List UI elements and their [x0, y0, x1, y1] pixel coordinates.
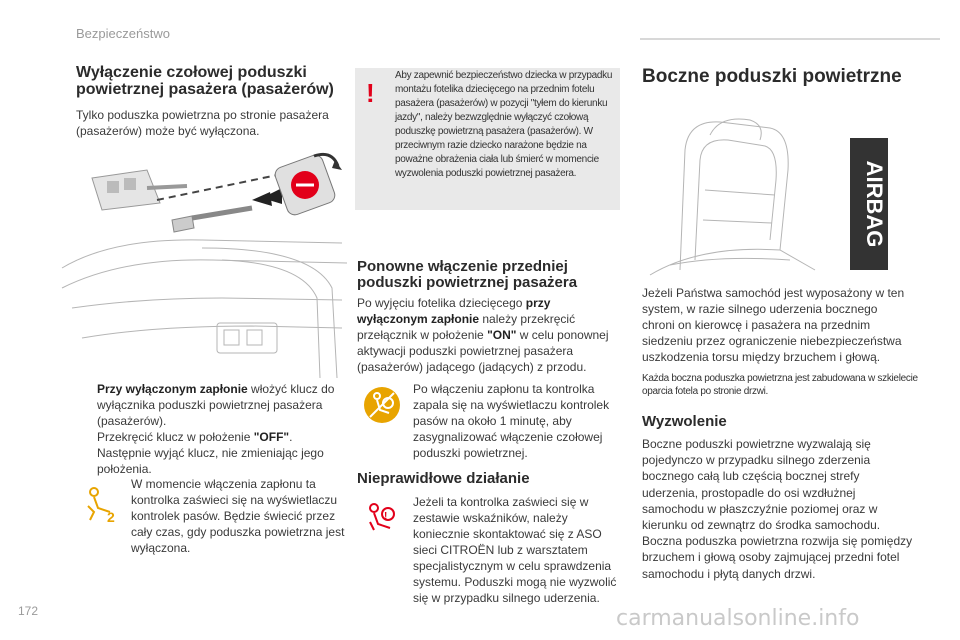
off-lamp-note: W momencie włączenia zapłonu ta kontrolka zaświeci się na wyświetlaczu kontrolek pasów. Będzie świecić przez cały czas, gdy poduszka powietrzna jest wyłączona. [131, 477, 345, 555]
passenger-airbag-deactivation-title: Wyłączenie czołowej poduszki powietrznej pasażera (pasażerów) [76, 64, 334, 98]
malfunction-title: Nieprawidłowe działanie [357, 470, 530, 487]
col1-intro-text: Tylko poduszka powietrzna po stronie pasażera (pasażerów) może być wyłączona. [76, 108, 329, 138]
watermark: carmanualsonline.info [616, 606, 860, 631]
airbag-fault-warning-icon [362, 500, 402, 540]
reactivation-text-2: należy przekręcić przełącznik w położenie [357, 312, 576, 342]
seat-airbag-illustration [640, 110, 910, 280]
svg-text:2: 2 [107, 509, 115, 524]
header-divider [640, 38, 940, 40]
airbag-off-warning-icon [80, 484, 120, 524]
page-number: 172 [18, 604, 39, 618]
deactivation-steps [76, 381, 348, 477]
child-seat-warning-text: Aby zapewnić bezpieczeństwo dziecka w przypadku montażu fotelika dziecięcego na przednim fotelu pasażera (pasażerów) w pozycji "tyłem do kierunku jazdy", należy bezwzględnie wyłączyć czołową poduszkę powietrzną pasażera (pasażerów). W przeciwnym razie dziecko narażone będzie na poważne obrażenia ciała lub śmierć w momencie wyzwolenia poduszki powietrznej pasażera. [395, 70, 613, 179]
exclamation-icon: ! [366, 78, 375, 108]
airbag-label: AIRBAG [862, 160, 887, 248]
step-3 [76, 445, 348, 477]
reactivation-text [357, 295, 624, 375]
reactivation-text-3: w celu ponownej aktywacji poduszki powietrznej pasażera (pasażerów) jadącego (jadących) z przodu. [357, 328, 609, 374]
step-2 [76, 429, 348, 445]
step-3-text: Następnie wyjąć klucz, nie zmieniając jego położenia. [97, 446, 324, 476]
reactivation-text-1: Po wyjęciu fotelika dziecięcego [357, 296, 526, 310]
step-1-text: włożyć klucz do wyłącznika poduszki powietrznej pasażera (pasażerów). [97, 382, 335, 428]
step-1 [76, 381, 348, 429]
side-airbags-text: Jeżeli Państwa samochód jest wyposażony w ten system, w razie silnego uderzenia bocznego chroni on kierowcę i pasażera na przednim siedzeniu przez ograniczenie niebezpieczeństwa uszkodzenia torsu między brzuchem i głową. [642, 286, 905, 364]
reactivation-title: Ponowne włączenie przedniej poduszki powietrznej pasażera [357, 258, 578, 291]
step-2-end: . [289, 430, 293, 444]
reactivation-bold-1: przy wyłączonym zapłonie [357, 296, 551, 326]
malfunction-text: Jeżeli ta kontrolka zaświeci się w zestawie wskaźników, należy koniecznie skontaktować się z ASO sieci CITROËN lub z warsztatem specjalistycznym w celu sprawdzenia systemu. Poduszki mogą nie wyzwolić się w przypadku silnego uderzenia. [413, 495, 617, 605]
step-2-text: Przekręcić klucz w położenie [97, 430, 254, 444]
step-1-bold: Przy wyłączonym zapłonie [97, 382, 248, 396]
key-switch-illustration [52, 148, 352, 383]
side-airbags-title: Boczne poduszki powietrzne [642, 66, 902, 87]
section-header: Bezpieczeństwo [76, 26, 170, 41]
side-airbags-note: Każda boczna poduszka powietrzna jest zabudowana w szkielecie oparcia fotela po stronie drzwi. [642, 373, 918, 397]
step-2-bold: "OFF" [253, 430, 290, 444]
on-lamp-text: Po włączeniu zapłonu ta kontrolka zapala się na wyświetlaczu kontrolek pasów na około 1 minutę, aby zasygnalizować włączenie czołowej poduszki powietrznej. [413, 382, 610, 460]
trigger-title: Wyzwolenie [642, 413, 727, 430]
trigger-text: Boczne poduszki powietrzne wyzwalają się pojedynczo w przypadku silnego zderzenia bocznego całą lub częścią bocznej strefy uderzenia, prostopadle do osi wzdłużnej samochodu w płaszczyźnie poziomej oraz w kierunku od zewnątrz do środka samochodu. Boczna poduszka powietrzna rozwija się pomiędzy brzuchem i głową osoby zajmującej przedni fotel samochodu i płytą danych drzwi. [642, 437, 913, 581]
svg-text:!: ! [384, 511, 388, 522]
reactivation-bold-2: "ON" [487, 328, 517, 342]
airbag-on-warning-icon [362, 385, 402, 425]
